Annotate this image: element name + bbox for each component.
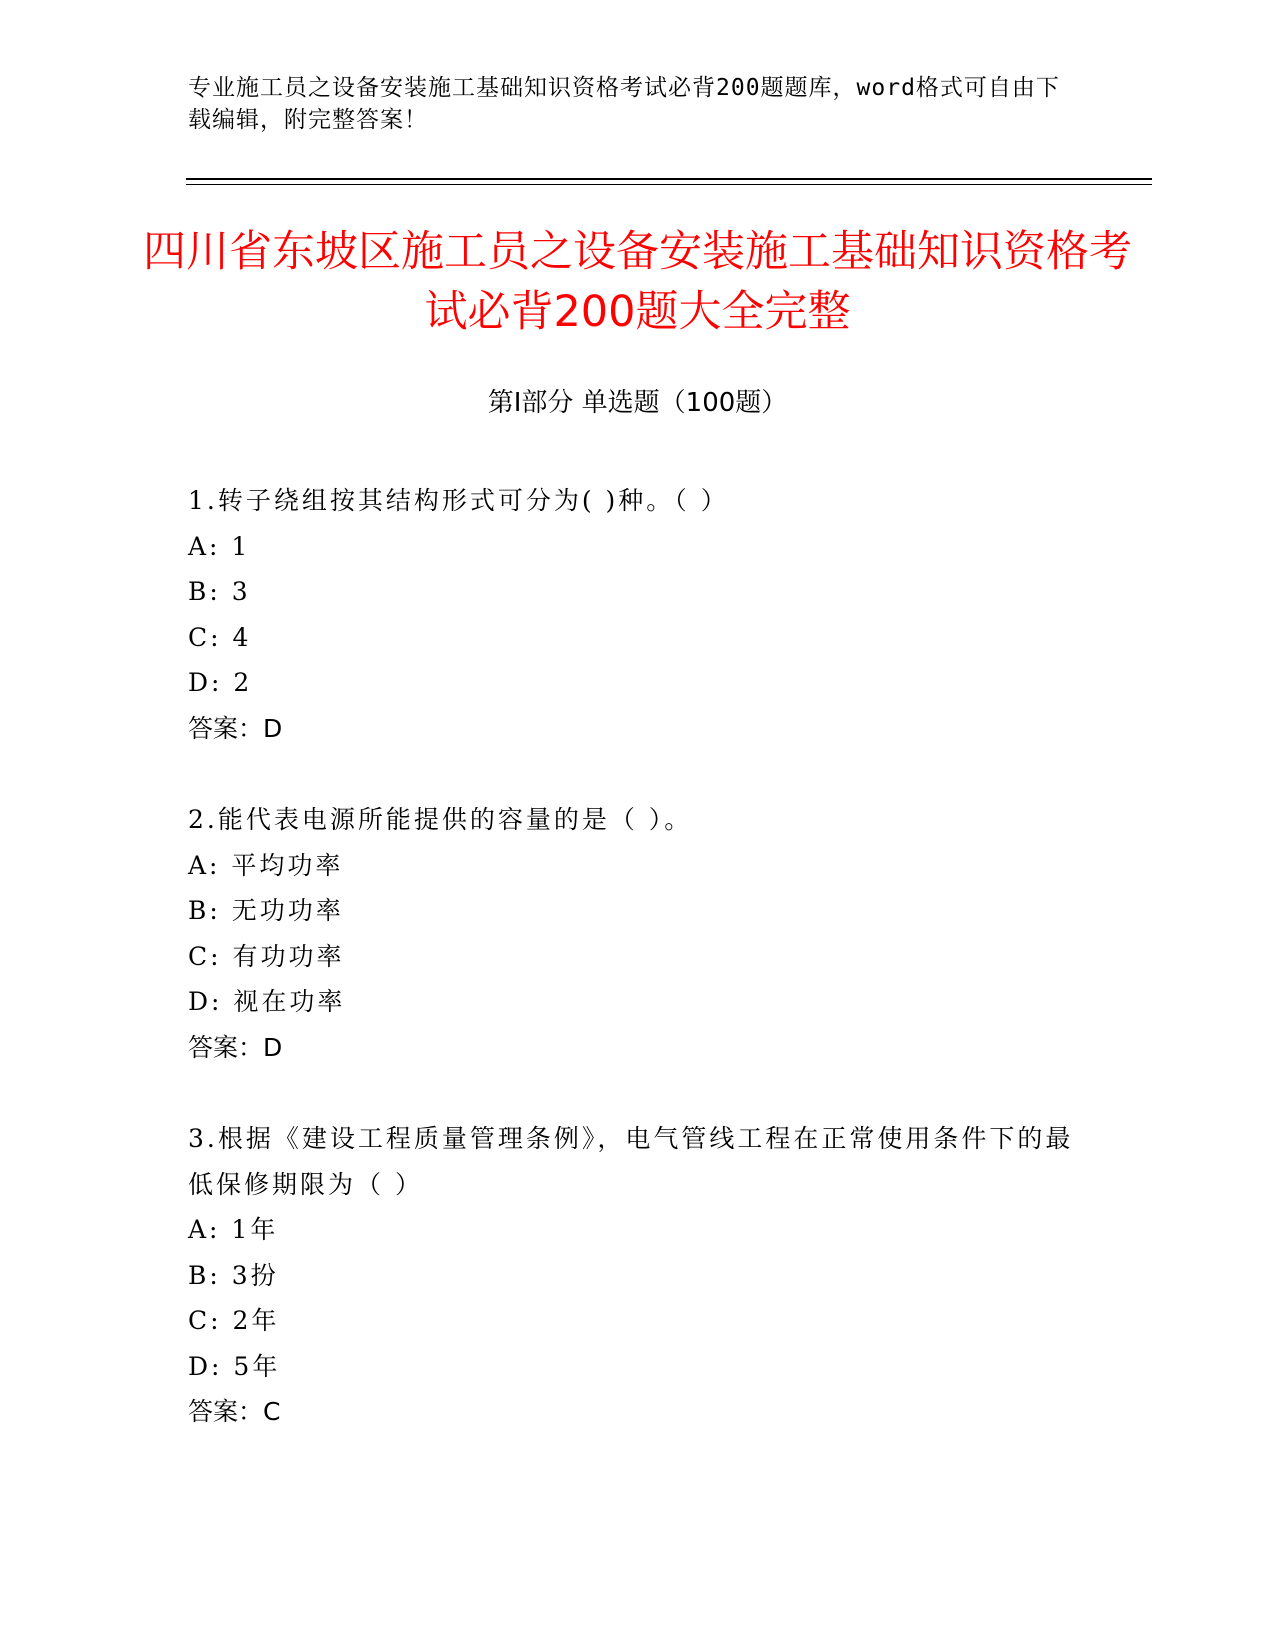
question-1	[188, 478, 1088, 751]
option-c: C: 4	[188, 622, 252, 652]
option-b: B: 无功功率	[188, 896, 344, 925]
question-text: 1.转子绕组按其结构形式可分为( )种。（ ）	[188, 486, 729, 515]
header-rule-thin	[186, 184, 1152, 185]
question-2	[188, 797, 1088, 1070]
option-d: D: 2	[188, 668, 253, 697]
page-header: 专业施工员之设备安装施工基础知识资格考试必背200题题库，word格式可自由下载编辑，附完整答案！	[188, 75, 1060, 133]
option-d: D: 视在功率	[188, 987, 346, 1016]
document-title: 四川省东坡区施工员之设备安装施工基础知识资格考试必背200题大全完整	[143, 227, 1132, 337]
answer: 答案：D	[188, 713, 283, 743]
option-b: B: 3扮	[188, 1260, 279, 1290]
option-a: A: 平均功率	[188, 850, 344, 880]
option-a: A: 1年	[188, 1215, 279, 1244]
option-b: B: 3	[188, 577, 251, 606]
header-rule-thick	[186, 178, 1152, 180]
option-c: C: 有功功率	[188, 941, 345, 971]
section-title: 第I部分 单选题（100题）	[487, 388, 788, 418]
option-a: A: 1	[188, 531, 251, 561]
question-text: 3.根据《建设工程质量管理条例》，电气管线工程在正常使用条件下的最低保修期限为（ ）	[188, 1124, 1074, 1199]
answer: 答案：D	[188, 1032, 283, 1062]
question-3	[188, 1116, 1088, 1435]
answer: 答案：C	[188, 1397, 281, 1426]
question-list	[188, 478, 1088, 1481]
option-c: C: 2年	[188, 1306, 280, 1335]
option-d: D: 5年	[188, 1351, 281, 1381]
question-text: 2.能代表电源所能提供的容量的是（ ）。	[188, 805, 693, 834]
